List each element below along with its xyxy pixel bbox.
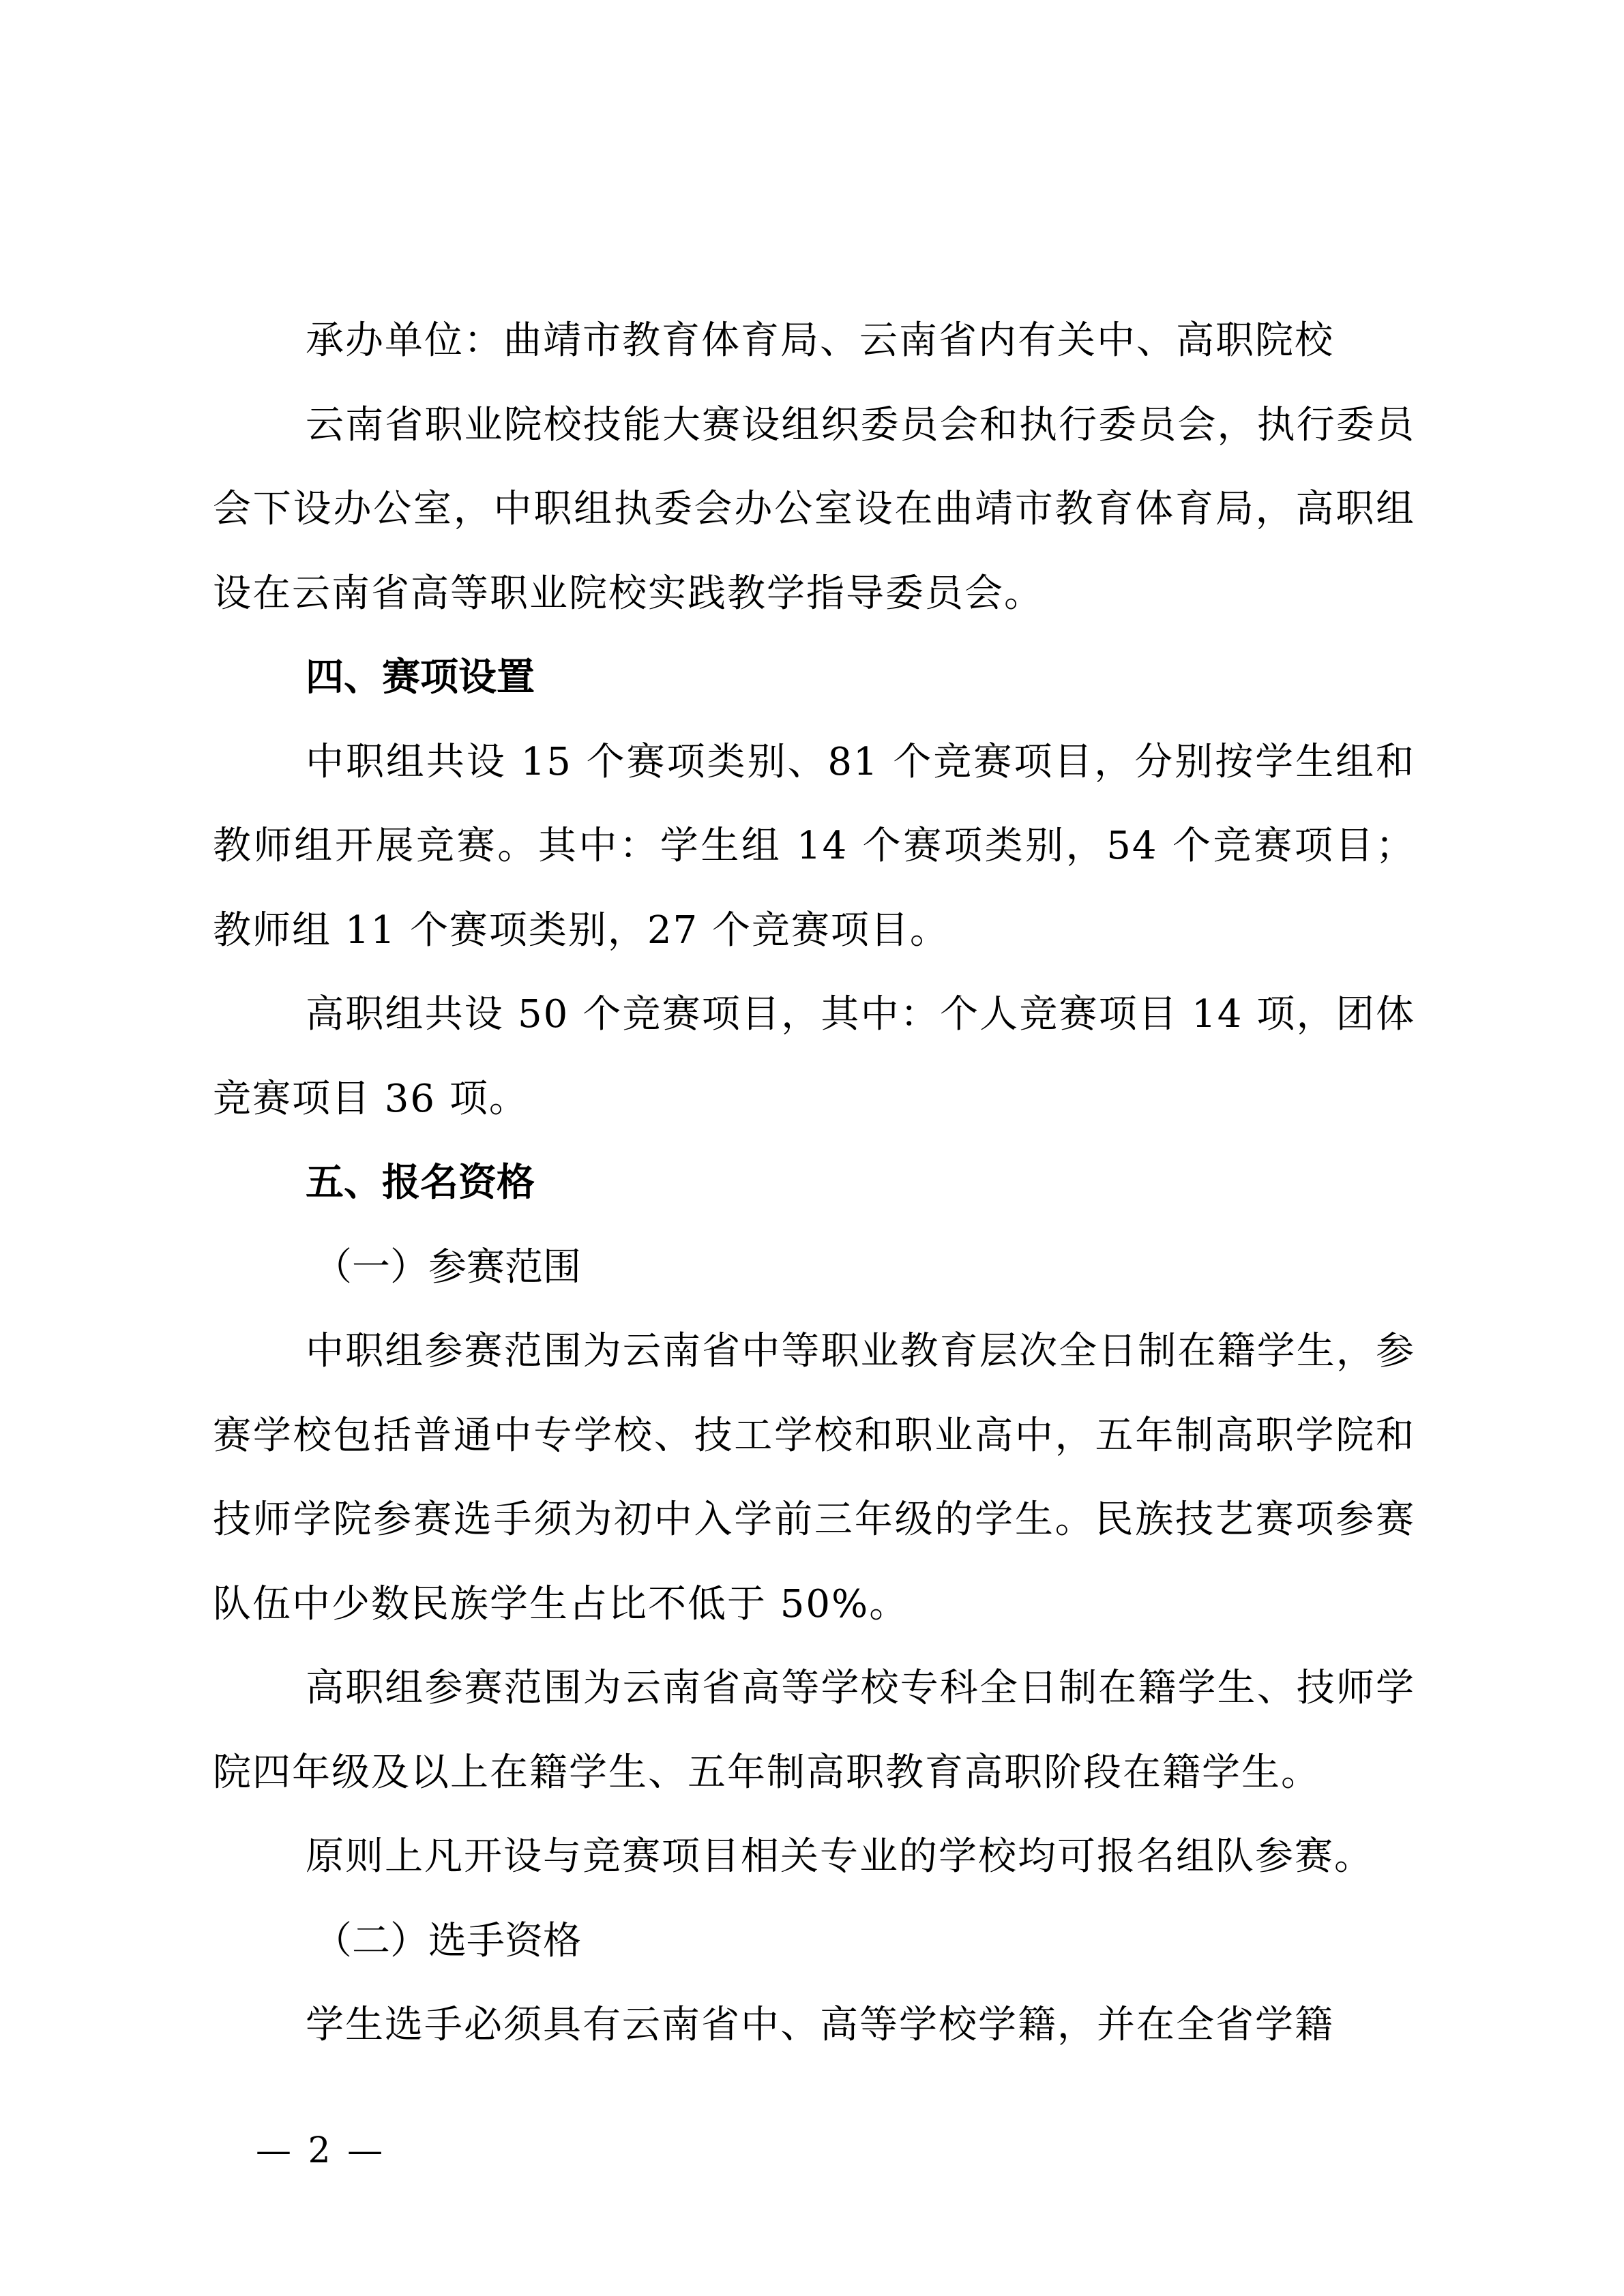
- paragraph-principle: 原则上凡开设与竞赛项目相关专业的学校均可报名组队参赛。: [306, 1834, 1374, 1879]
- section-heading-4: 四、赛项设置: [306, 655, 535, 700]
- paragraph-secondary-events: 中职组共设 15 个赛项类别、81 个竞赛项目，分别按学生组和教师组开展竞赛。其中：学生组 14 个赛项类别，54 个竞赛项目；教师组 11 个赛项类别，27 个竞赛项目。: [213, 739, 1415, 953]
- body-text: [213, 299, 1415, 2068]
- paragraph-committee: 云南省职业院校技能大赛设组织委员会和执行委员会，执行委员会下设办公室，中职组执委会办公室设在曲靖市教育体育局，高职组设在云南省高等职业院校实践教学指导委员会。: [213, 402, 1415, 616]
- paragraph-secondary-scope: 中职组参赛范围为云南省中等职业教育层次全日制在籍学生，参赛学校包括普通中专学校、技工学校和职业高中，五年制高职学院和技师学院参赛选手须为初中入学前三年级的学生。民族技艺赛项参赛队伍中少数民族学生占比不低于 50%。: [213, 1329, 1415, 1626]
- page-number: — 2 —: [256, 2130, 386, 2171]
- subsection-heading-2: （二）选手资格: [314, 1918, 581, 1963]
- paragraph-student-qualification: 学生选手必须具有云南省中、高等学校学籍，并在全省学籍: [306, 2003, 1334, 2047]
- paragraph-higher-scope: 高职组参赛范围为云南省高等学校专科全日制在籍学生、技师学院四年级及以上在籍学生、五年制高职教育高职阶段在籍学生。: [213, 1666, 1415, 1795]
- paragraph-host-unit: 承办单位：曲靖市教育体育局、云南省内有关中、高职院校: [306, 318, 1334, 363]
- paragraph-higher-events: 高职组共设 50 个竞赛项目，其中：个人竞赛项目 14 项，团体竞赛项目 36 项。: [213, 992, 1415, 1121]
- section-heading-5: 五、报名资格: [306, 1160, 535, 1205]
- subsection-heading-1: （一）参赛范围: [314, 1244, 581, 1289]
